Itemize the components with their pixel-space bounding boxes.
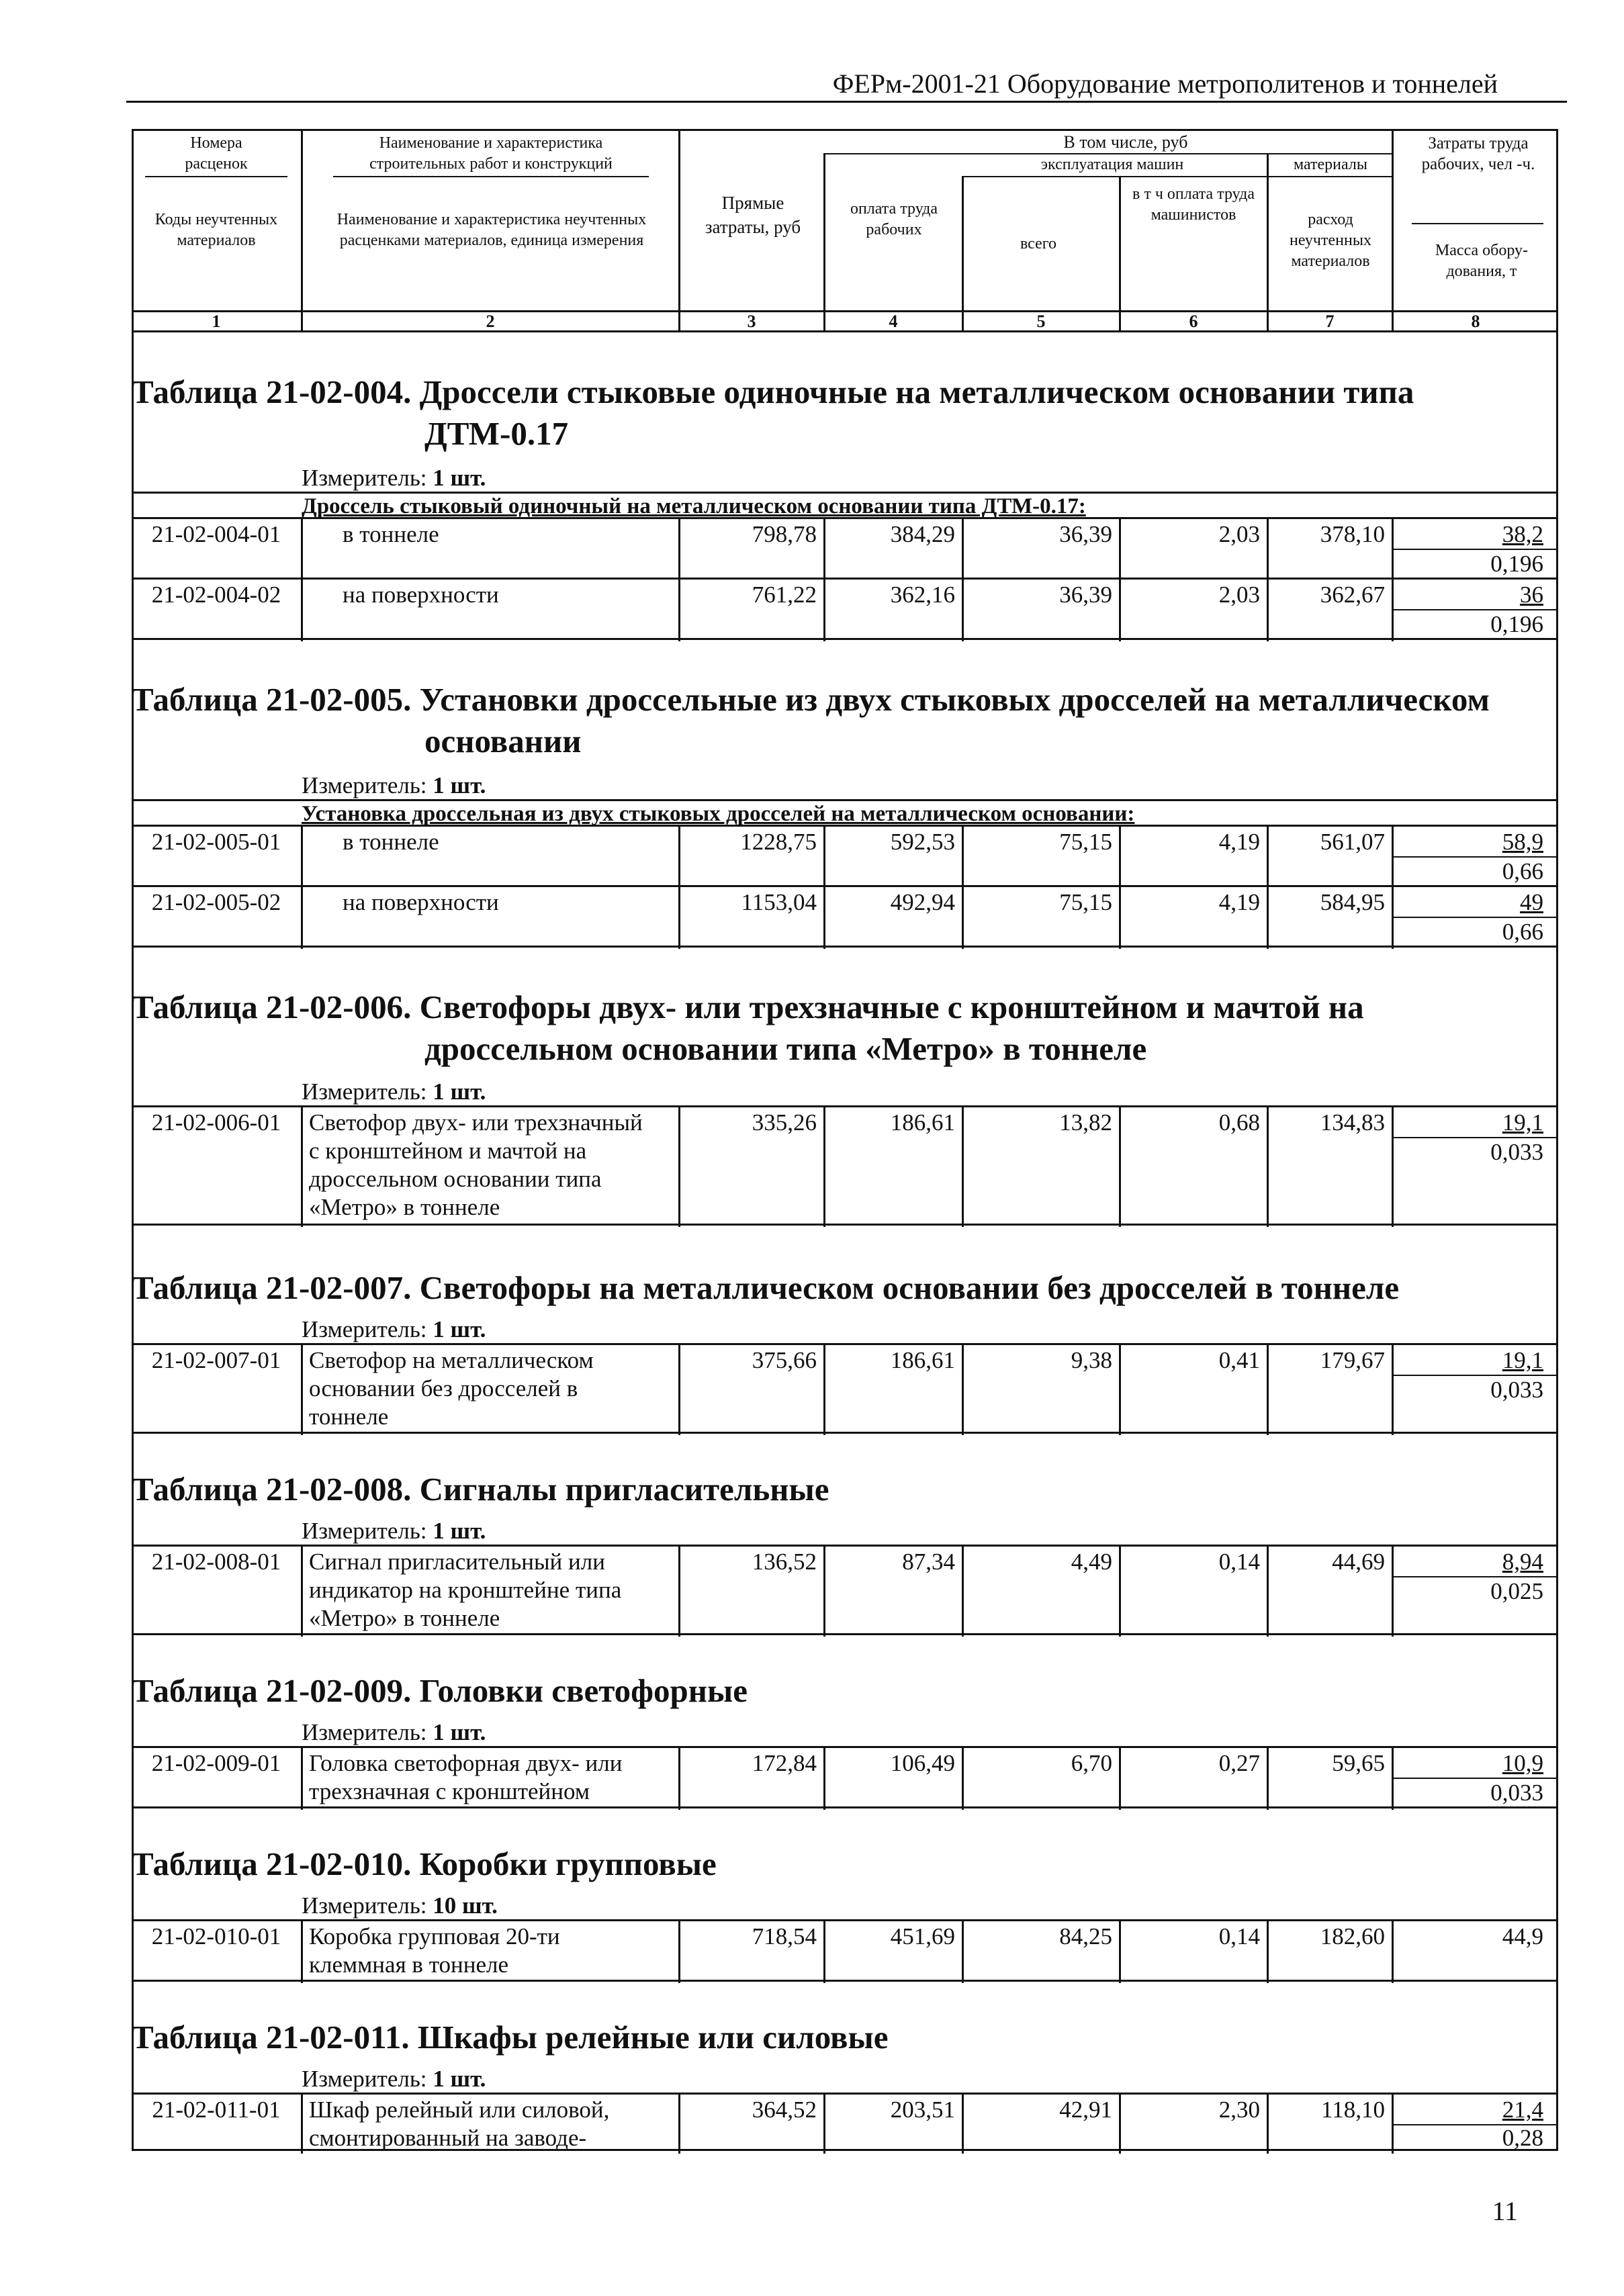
direct-cost: 1153,04 (741, 889, 817, 915)
wages-cost: 203,51 (890, 2097, 955, 2123)
equipment-mass: 0,033 (1490, 1377, 1543, 1403)
col4-label: оплата труда рабочих (850, 200, 938, 238)
rate-name: в тоннеле (343, 521, 439, 547)
machines-cost: 36,39 (1059, 521, 1112, 547)
measure (302, 1315, 486, 1344)
operators-cost: 0,27 (1218, 1750, 1260, 1776)
rate-name-line: клеммная в тоннеле (309, 1951, 509, 1978)
operators-cost: 4,19 (1218, 889, 1260, 915)
labor-hours: 44,9 (1502, 1923, 1543, 1949)
col8-bottom-label: Масса обору-дования, т (1435, 242, 1529, 280)
col7-label: расход неучтенных материалов (1290, 211, 1371, 270)
section-title (132, 1843, 717, 1886)
labor-hours: 19,1 (1502, 1109, 1543, 1136)
section-number: Таблица 21-02-005. (132, 681, 412, 718)
section-number: Таблица 21-02-007. (132, 1269, 412, 1306)
operators-cost: 0,14 (1218, 1549, 1260, 1575)
machines-cost: 84,25 (1059, 1923, 1112, 1949)
table-row (132, 1105, 1558, 1225)
rate-name-line: с кронштейном и мачтой на (309, 1138, 587, 1164)
rate-name-line: смонтированный на заводе- (309, 2125, 587, 2151)
col5-label: всего (1020, 235, 1057, 252)
operators-cost: 2,30 (1218, 2097, 1260, 2123)
labor-hours: 21,4 (1502, 2097, 1543, 2123)
group-title: Дроссель стыковый одиночный на металлическом основании типа ДТМ-0.17: (302, 494, 1086, 518)
machines-cost: 42,91 (1059, 2097, 1112, 2123)
labor-hours: 10,9 (1502, 1750, 1543, 1776)
measure-value: 1 шт. (433, 1316, 486, 1342)
section-title (132, 1267, 1399, 1310)
rate-name-line: Светофор двух- или трехзначный (309, 1109, 643, 1136)
rate-code: 21-02-009-01 (151, 1750, 281, 1776)
col3-label: Прямые затраты, руб (705, 193, 801, 237)
table-row (132, 1343, 1558, 1433)
wages-cost: 186,61 (890, 1109, 955, 1136)
machines-cost: 9,38 (1071, 1347, 1112, 1373)
section-title (132, 986, 1364, 1029)
materials-cost: 362,67 (1320, 582, 1385, 608)
section-number: Таблица 21-02-004. (132, 373, 412, 410)
rate-name-line: трехзначная с кронштейном (309, 1778, 590, 1804)
section-number: Таблица 21-02-011. (132, 2019, 410, 2056)
equipment-mass: 0,025 (1490, 1578, 1543, 1604)
equipment-mass: 0,28 (1502, 2125, 1543, 2151)
materials-cost: 378,10 (1320, 521, 1385, 547)
materials-cost: 59,65 (1332, 1750, 1385, 1776)
measure (302, 1077, 486, 1107)
measure-value: 1 шт. (433, 1078, 486, 1105)
wages-cost: 87,34 (902, 1549, 955, 1575)
rate-name-line: «Метро» в тоннеле (309, 1605, 500, 1631)
section-title (132, 1669, 748, 1712)
section-title (132, 371, 1414, 414)
section-name: Головки светофорные (419, 1672, 748, 1709)
wages-cost: 492,94 (890, 889, 955, 915)
direct-cost: 136,52 (752, 1549, 817, 1575)
labor-hours: 49 (1520, 889, 1543, 915)
measure (302, 1891, 498, 1921)
section-name: Светофоры двух- или трехзначные с кронштейном и мачтой на (419, 989, 1364, 1025)
measure-value: 1 шт. (433, 1719, 486, 1745)
direct-cost: 172,84 (752, 1750, 817, 1776)
table-row (132, 2093, 1558, 2152)
equipment-mass: 0,66 (1502, 919, 1543, 945)
measure-value: 1 шт. (433, 465, 486, 491)
direct-cost: 364,52 (752, 2097, 817, 2123)
machines-cost: 75,15 (1059, 889, 1112, 915)
wages-cost: 384,29 (890, 521, 955, 547)
materials-cost: 584,95 (1320, 889, 1385, 915)
rate-name-line: Коробка групповая 20-ти (309, 1923, 560, 1949)
operators-cost: 2,03 (1218, 521, 1260, 547)
table-row (132, 885, 1558, 947)
section-title-cont: ДТМ-0.17 (424, 415, 569, 452)
rate-name: на поверхности (343, 889, 499, 915)
machines-cost: 4,49 (1071, 1549, 1112, 1575)
materials-cost: 561,07 (1320, 829, 1385, 855)
materials-cost: 179,67 (1320, 1347, 1385, 1373)
page-number: 11 (1492, 2196, 1518, 2226)
machines-label: эксплуатация машин (1040, 156, 1184, 173)
wages-cost: 362,16 (890, 582, 955, 608)
materials-label: материалы (1293, 156, 1367, 173)
section-name: Коробки групповые (419, 1845, 717, 1882)
direct-cost: 761,22 (752, 582, 817, 608)
direct-cost: 375,66 (752, 1347, 817, 1373)
machines-cost: 36,39 (1059, 582, 1112, 608)
col-number-8: 8 (1471, 312, 1480, 331)
header-rule (126, 101, 1567, 103)
table-row (132, 1545, 1558, 1635)
measure-value: 10 шт. (433, 1892, 498, 1919)
materials-cost: 118,10 (1321, 2097, 1385, 2123)
col8-top-label: Затраты труда рабочих, чел -ч. (1421, 134, 1535, 173)
col1-bottom-label: Коды неучтенных материалов (154, 211, 278, 249)
table-row (132, 1746, 1558, 1808)
col-number-4: 4 (889, 312, 898, 331)
section-title (132, 1468, 829, 1511)
direct-cost: 1228,75 (740, 829, 817, 855)
table-row (132, 578, 1558, 639)
machines-cost: 13,82 (1059, 1109, 1112, 1136)
measure (302, 771, 486, 800)
operators-cost: 0,41 (1218, 1347, 1260, 1373)
measure (302, 1516, 486, 1546)
operators-cost: 2,03 (1218, 582, 1260, 608)
wages-cost: 106,49 (890, 1750, 955, 1776)
rate-code: 21-02-004-01 (151, 521, 281, 547)
col-number-2: 2 (486, 312, 495, 331)
rate-name-line: «Метро» в тоннеле (309, 1194, 500, 1220)
section-title-cont: дроссельном основании типа «Метро» в тоннеле (424, 1030, 1147, 1067)
col-number-6: 6 (1189, 312, 1198, 331)
rate-name: на поверхности (343, 582, 499, 608)
direct-cost: 798,78 (752, 521, 817, 547)
labor-hours: 19,1 (1502, 1347, 1543, 1373)
section-number: Таблица 21-02-006. (132, 989, 412, 1025)
measure-label: Измеритель: (302, 1078, 427, 1105)
col1-top-label: Номера расценок (185, 134, 248, 173)
equipment-mass: 0,196 (1490, 611, 1543, 637)
operators-cost: 0,68 (1218, 1109, 1260, 1136)
rate-code: 21-02-004-02 (151, 582, 281, 608)
rate-name-line: тоннеле (309, 1404, 389, 1430)
rate-code: 21-02-006-01 (151, 1109, 281, 1136)
rate-code: 21-02-011-01 (152, 2097, 281, 2123)
measure-value: 1 шт. (433, 1518, 486, 1544)
section-title-cont: основании (424, 723, 582, 760)
section-name: Дроссели стыковые одиночные на металлическом основании типа (419, 373, 1414, 410)
measure-value: 1 шт. (433, 772, 486, 798)
direct-cost: 718,54 (752, 1923, 817, 1949)
rate-name-line: Головка светофорная двух- или (309, 1750, 623, 1776)
section-title (132, 2016, 889, 2059)
section-title (132, 678, 1490, 721)
table-row (132, 825, 1558, 886)
measure-label: Измеритель: (302, 465, 427, 491)
direct-cost: 335,26 (752, 1109, 817, 1136)
including-label: В том числе, руб (1063, 132, 1188, 152)
operators-cost: 0,14 (1218, 1923, 1260, 1949)
rate-code: 21-02-010-01 (151, 1923, 281, 1949)
measure-label: Измеритель: (302, 772, 427, 798)
measure (302, 1718, 486, 1747)
table-row (132, 1919, 1558, 1981)
rate-code: 21-02-008-01 (151, 1549, 281, 1575)
rate-code: 21-02-007-01 (151, 1347, 281, 1373)
rate-code: 21-02-005-02 (151, 889, 281, 915)
section-number: Таблица 21-02-008. (132, 1471, 412, 1508)
rate-name-line: дроссельном основании типа (309, 1166, 602, 1192)
measure-label: Измеритель: (302, 1518, 427, 1544)
machines-cost: 75,15 (1059, 829, 1112, 855)
col-number-7: 7 (1325, 312, 1335, 331)
col2-top-label: Наименование и характеристика строительных работ и конструкций (369, 134, 613, 173)
col-number-1: 1 (212, 312, 221, 331)
wages-cost: 186,61 (890, 1347, 955, 1373)
rate-name-line: основании без дросселей в (309, 1375, 578, 1402)
col-number-3: 3 (747, 312, 756, 331)
wages-cost: 451,69 (890, 1923, 955, 1949)
rate-code: 21-02-005-01 (151, 829, 281, 855)
measure-label: Измеритель: (302, 1892, 427, 1919)
materials-cost: 182,60 (1320, 1923, 1385, 1949)
equipment-mass: 0,033 (1490, 1139, 1543, 1165)
section-name: Установки дроссельные из двух стыковых дросселей на металлическом (419, 681, 1490, 718)
equipment-mass: 0,033 (1490, 1780, 1543, 1806)
col6-label: в т ч оплата труда машинистов (1132, 185, 1255, 224)
wages-cost: 592,53 (890, 829, 955, 855)
measure-value: 1 шт. (433, 2066, 486, 2092)
measure-label: Измеритель: (302, 2066, 427, 2092)
rate-name-line: Шкаф релейный или силовой, (309, 2097, 610, 2123)
materials-cost: 44,69 (1332, 1549, 1385, 1575)
operators-cost: 4,19 (1218, 829, 1260, 855)
machines-cost: 6,70 (1071, 1750, 1112, 1776)
rate-name-line: Светофор на металлическом (309, 1347, 594, 1373)
table-row (132, 517, 1558, 579)
section-name: Сигналы пригласительные (419, 1471, 829, 1508)
labor-hours: 38,2 (1502, 521, 1543, 547)
col2-bottom-label: Наименование и характеристика неучтенных расценками материалов, единица измерения (336, 211, 647, 249)
equipment-mass: 0,66 (1502, 858, 1543, 884)
section-number: Таблица 21-02-010. (132, 1845, 412, 1882)
group-title: Установка дроссельная из двух стыковых дросселей на металлическом основании: (302, 802, 1135, 826)
section-name: Светофоры на металлическом основании без дросселей в тоннеле (419, 1269, 1400, 1306)
measure (302, 463, 486, 493)
section-number: Таблица 21-02-009. (132, 1672, 412, 1709)
equipment-mass: 0,196 (1490, 551, 1543, 577)
labor-hours: 36 (1520, 582, 1543, 608)
labor-hours: 58,9 (1502, 829, 1543, 855)
rate-name: в тоннеле (343, 829, 439, 855)
col-number-5: 5 (1036, 312, 1046, 331)
measure-label: Измеритель: (302, 1719, 427, 1745)
rate-name-line: индикатор на кронштейне типа (309, 1577, 622, 1603)
labor-hours: 8,94 (1502, 1549, 1543, 1575)
running-header: ФЕРм-2001-21 Оборудование метрополитенов и тоннелей (832, 68, 1498, 99)
measure (302, 2064, 486, 2094)
materials-cost: 134,83 (1320, 1109, 1385, 1136)
section-name: Шкафы релейные или силовые (417, 2019, 889, 2056)
measure-label: Измеритель: (302, 1316, 427, 1342)
rate-name-line: Сигнал пригласительный или (309, 1549, 605, 1575)
